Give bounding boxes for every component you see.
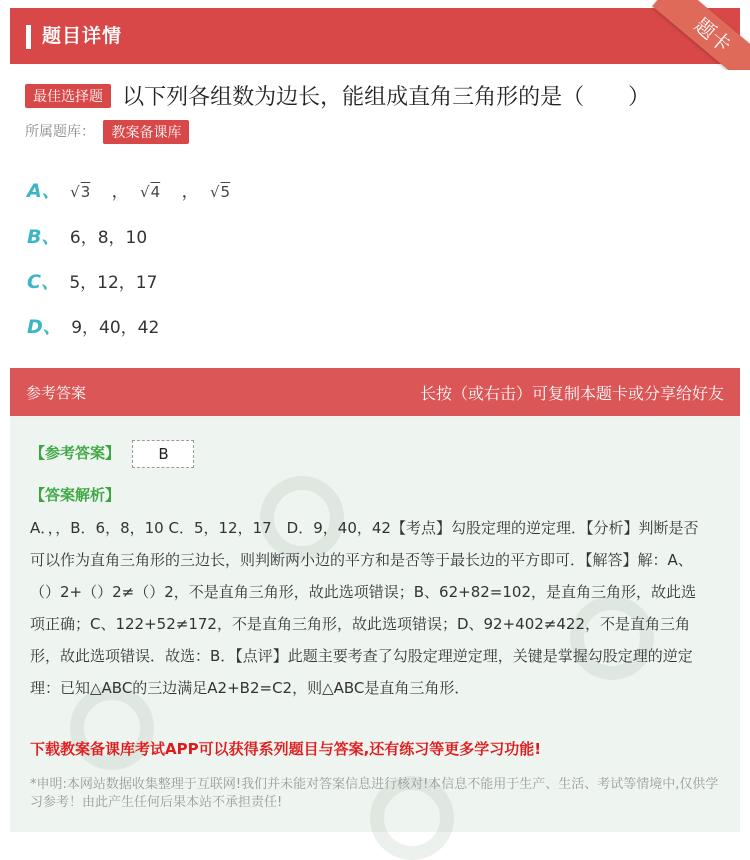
- option-b[interactable]: [27, 222, 147, 249]
- sqrt-value: √4: [140, 183, 161, 201]
- option-letter: A、: [27, 180, 61, 202]
- question-type-tag: 最佳选择题: [25, 84, 111, 108]
- option-letter: B、: [27, 226, 61, 248]
- answer-header-title: 参考答案: [26, 384, 87, 402]
- ribbon-label: 题卡: [689, 12, 737, 58]
- option-text: 5，12，17: [69, 273, 158, 293]
- option-d[interactable]: [27, 312, 159, 339]
- header-accent-bar: [26, 25, 31, 49]
- answer-label: 【参考答案】: [30, 444, 121, 462]
- option-text: 9，40，42: [71, 318, 160, 338]
- option-text: 6，8，10: [69, 228, 148, 248]
- option-letter: C、: [27, 271, 60, 293]
- analysis-label-row: [30, 484, 120, 505]
- share-hint[interactable]: 长按（或右击）可复制本题卡或分享给好友: [419, 384, 724, 403]
- option-c[interactable]: [27, 267, 157, 294]
- page-header: [10, 8, 740, 64]
- promo-link[interactable]: 下载教案备课库考试APP可以获得系列题目与答案,还有练习等更多学习功能!: [30, 740, 542, 758]
- corner-ribbon: [650, 0, 750, 70]
- analysis-label: 【答案解析】: [30, 486, 121, 504]
- question-line: [25, 80, 740, 112]
- question-text: 以下列各组数为边长，能组成直角三角形的是（ ）: [122, 85, 651, 110]
- source-label: 所属题库：: [25, 124, 95, 140]
- question-source: [25, 120, 189, 144]
- option-letter: D、: [27, 316, 62, 338]
- answer-header: [10, 368, 740, 416]
- sqrt-value: √3: [70, 183, 91, 201]
- answer-value: B: [132, 440, 194, 468]
- page-title: 题目详情: [42, 25, 123, 47]
- option-a[interactable]: A、 √3 ， √4 ， √5: [27, 180, 231, 202]
- disclaimer: *申明:本网站数据收集整理于互联网!我们并未能对答案信息进行核对!本信息不能用于生产、生活、考试等情境中,仅供学习参考！由此产生任何后果本站不承担责任!: [30, 777, 719, 810]
- analysis-text: A．，，B．6，8，10 C．5，12，17 D．9，40，42【考点】勾股定理的逆定理．【分析】判断是否可以作为直角三角形的三边长，则判断两小边的平方和是否等于最长边的平方即可．【解答】解：A、（）2+（）2≠（）2，不是直角三角形，故此选项错误；B、62+82=102，是直角三角形，故此选项正确；C、122+52≠172，不是直角三角形，故此选项错误；D、92+402≠422，不是直角三角形，故此选项错误．故选：B．【点评】此题主要考查了勾股定理逆定理，关键是掌握勾股定理的逆定理：已知△ABC的三边满足A2+B2=C2，则△ABC是直角三角形．: [30, 519, 699, 697]
- answer-row: [30, 440, 194, 468]
- sqrt-value: √5: [209, 183, 231, 201]
- source-tag[interactable]: 教案备课库: [103, 120, 189, 144]
